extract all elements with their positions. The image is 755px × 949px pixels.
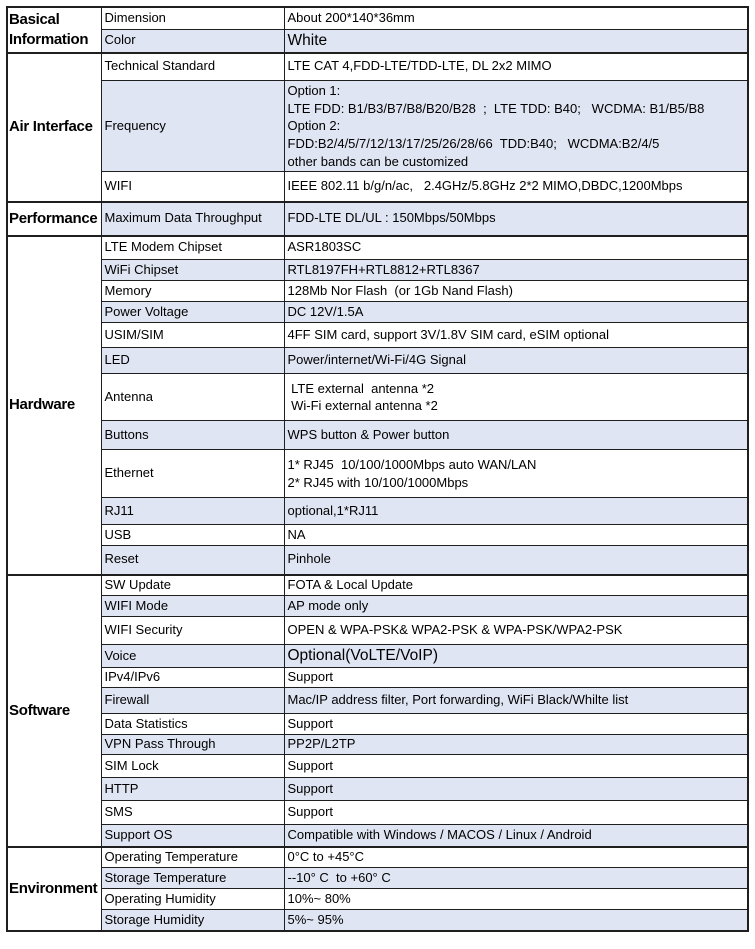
value-cell-support-os: Compatible with Windows / MACOS / Linux / Android [284,825,748,847]
spec-row-color [7,29,748,53]
param-cell-maximum-data-throughput: Maximum Data Throughput [101,202,284,236]
spec-row-frequency [7,81,748,172]
value-cell-led: Power/internet/Wi-Fi/4G Signal [284,348,748,374]
param-cell-lte-modem-chipset: LTE Modem Chipset [101,236,284,260]
value-cell-sms: Support [284,801,748,825]
spec-row-operating-humidity [7,889,748,910]
value-cell-sw-update: FOTA & Local Update [284,575,748,596]
value-cell-firewall: Mac/IP address filter, Port forwarding, WiFi Black/Whilte list [284,688,748,714]
value-cell-color: White [284,29,748,53]
spec-row-dimension [7,7,748,29]
value-line: FDD:B2/4/5/7/12/13/17/25/26/28/66 TDD:B40; WCDMA:B2/4/5 [287,135,660,151]
value-line: Wi-Fi external antenna *2 [287,398,438,414]
spec-row-power-voltage [7,302,748,323]
spec-row-vpn-pass-through [7,735,748,755]
value-cell-voice: Optional(VoLTE/VoIP) [284,645,748,668]
spec-table-body [7,7,748,931]
spec-row-storage-temperature [7,868,748,889]
value-line: Option 2: [287,118,341,134]
spec-row-wifi-chipset [7,260,748,281]
value-cell-http: Support [284,778,748,801]
param-cell-memory: Memory [101,281,284,302]
value-line: 2* RJ45 with 10/100/1000Mbps [287,474,469,490]
value-line: LTE external antenna *2 [287,380,434,396]
value-cell-buttons: WPS button & Power button [284,421,748,450]
value-cell-vpn-pass-through: PP2P/L2TP [284,735,748,755]
value-line: Option 1: [287,83,341,99]
spec-row-buttons [7,421,748,450]
param-cell-vpn-pass-through: VPN Pass Through [101,735,284,755]
value-cell-frequency [284,81,748,172]
param-cell-led: LED [101,348,284,374]
param-cell-frequency: Frequency [101,81,284,172]
category-cell-software: Software [7,575,101,847]
param-cell-sim-lock: SIM Lock [101,755,284,778]
param-cell-data-statistics: Data Statistics [101,714,284,735]
spec-row-support-os [7,825,748,847]
spec-row-sim-lock [7,755,748,778]
value-cell-usb: NA [284,525,748,546]
spec-row-storage-humidity [7,910,748,931]
value-cell-storage-humidity: 5%~ 95% [284,910,748,931]
spec-row-wifi-security [7,617,748,645]
category-cell-environment: Environment [7,847,101,931]
spec-row-sw-update [7,575,748,596]
param-cell-firewall: Firewall [101,688,284,714]
param-cell-sw-update: SW Update [101,575,284,596]
spec-row-wifi [7,172,748,202]
spec-table [6,6,749,932]
value-cell-rj11: optional,1*RJ11 [284,498,748,525]
param-cell-ipv4-ipv6: IPv4/IPv6 [101,668,284,688]
param-cell-dimension: Dimension [101,7,284,29]
value-line: LTE FDD: B1/B3/B7/B8/B20/B28 ; LTE TDD: B40; WCDMA: B1/B5/B8 [287,100,705,116]
spec-row-usb [7,525,748,546]
value-cell-power-voltage: DC 12V/1.5A [284,302,748,323]
value-cell-wifi-mode: AP mode only [284,596,748,617]
spec-row-voice [7,645,748,668]
param-cell-rj11: RJ11 [101,498,284,525]
spec-row-lte-modem-chipset [7,236,748,260]
value-cell-lte-modem-chipset: ASR1803SC [284,236,748,260]
value-line: 1* RJ45 10/100/1000Mbps auto WAN/LAN [287,457,537,473]
value-cell-ipv4-ipv6: Support [284,668,748,688]
value-cell-antenna [284,374,748,421]
value-cell-dimension: About 200*140*36mm [284,7,748,29]
param-cell-support-os: Support OS [101,825,284,847]
value-cell-reset: Pinhole [284,546,748,575]
value-cell-technical-standard: LTE CAT 4,FDD-LTE/TDD-LTE, DL 2x2 MIMO [284,53,748,81]
param-cell-storage-humidity: Storage Humidity [101,910,284,931]
param-cell-wifi-mode: WIFI Mode [101,596,284,617]
param-cell-usim-sim: USIM/SIM [101,323,284,348]
spec-row-firewall [7,688,748,714]
param-cell-http: HTTP [101,778,284,801]
value-line: other bands can be customized [287,153,469,169]
value-cell-wifi-chipset: RTL8197FH+RTL8812+RTL8367 [284,260,748,281]
category-cell-performance: Performance [7,202,101,236]
value-cell-data-statistics: Support [284,714,748,735]
param-cell-wifi-security: WIFI Security [101,617,284,645]
value-cell-wifi: IEEE 802.11 b/g/n/ac, 2.4GHz/5.8GHz 2*2 MIMO,DBDC,1200Mbps [284,172,748,202]
spec-row-maximum-data-throughput [7,202,748,236]
spec-sheet [6,6,749,932]
value-cell-wifi-security: OPEN & WPA-PSK& WPA2-PSK & WPA-PSK/WPA2-PSK [284,617,748,645]
category-cell-hardware: Hardware [7,236,101,575]
param-cell-buttons: Buttons [101,421,284,450]
spec-row-ethernet [7,450,748,498]
param-cell-antenna: Antenna [101,374,284,421]
param-cell-ethernet: Ethernet [101,450,284,498]
value-cell-sim-lock: Support [284,755,748,778]
value-cell-ethernet [284,450,748,498]
param-cell-power-voltage: Power Voltage [101,302,284,323]
value-cell-memory: 128Mb Nor Flash (or 1Gb Nand Flash) [284,281,748,302]
param-cell-wifi: WIFI [101,172,284,202]
spec-row-led [7,348,748,374]
spec-row-rj11 [7,498,748,525]
spec-row-ipv4-ipv6 [7,668,748,688]
param-cell-voice: Voice [101,645,284,668]
spec-row-memory [7,281,748,302]
value-cell-storage-temperature: --10° C to +60° C [284,868,748,889]
spec-row-sms [7,801,748,825]
spec-row-usim-sim [7,323,748,348]
param-cell-reset: Reset [101,546,284,575]
spec-row-data-statistics [7,714,748,735]
param-cell-usb: USB [101,525,284,546]
param-cell-technical-standard: Technical Standard [101,53,284,81]
param-cell-color: Color [101,29,284,53]
value-cell-operating-humidity: 10%~ 80% [284,889,748,910]
spec-row-http [7,778,748,801]
param-cell-operating-humidity: Operating Humidity [101,889,284,910]
param-cell-wifi-chipset: WiFi Chipset [101,260,284,281]
category-cell-air-interface: Air Interface [7,53,101,202]
param-cell-storage-temperature: Storage Temperature [101,868,284,889]
value-cell-operating-temperature: 0°C to +45°C [284,847,748,868]
spec-row-antenna [7,374,748,421]
spec-row-technical-standard [7,53,748,81]
param-cell-sms: SMS [101,801,284,825]
value-cell-maximum-data-throughput: FDD-LTE DL/UL : 150Mbps/50Mbps [284,202,748,236]
spec-row-wifi-mode [7,596,748,617]
param-cell-operating-temperature: Operating Temperature [101,847,284,868]
category-cell-basical-information: Basical Information [7,7,101,53]
spec-row-operating-temperature [7,847,748,868]
spec-row-reset [7,546,748,575]
value-cell-usim-sim: 4FF SIM card, support 3V/1.8V SIM card, eSIM optional [284,323,748,348]
